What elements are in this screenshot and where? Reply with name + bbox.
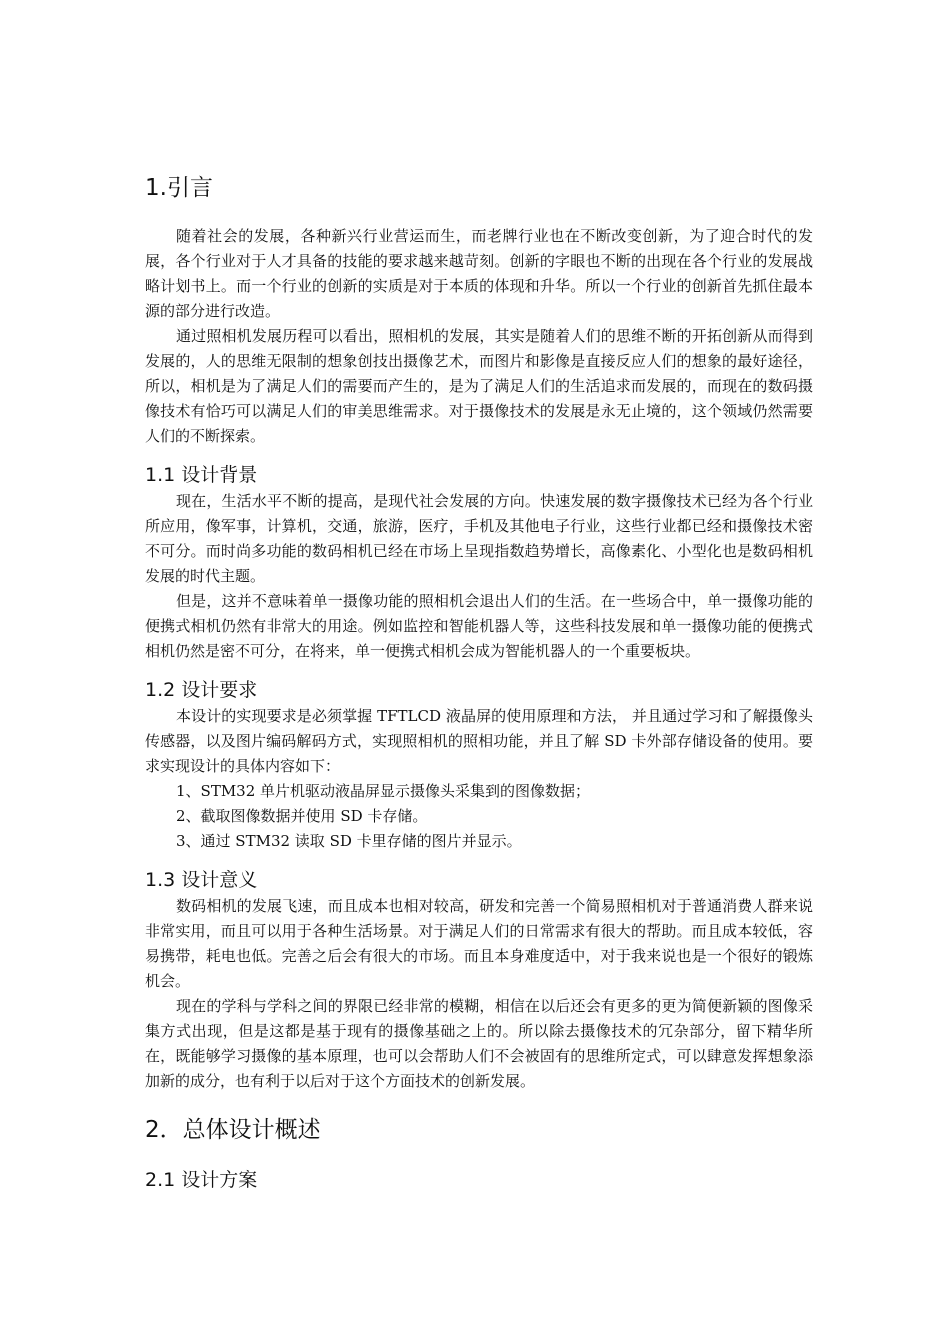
paragraph: 现在，生活水平不断的提高，是现代社会发展的方向。快速发展的数字摄像技术已经为各个行业所应用，像军事，计算机，交通，旅游，医疗，手机及其他电子行业，这些行业都已经和摄像技术密不可分。而时尚多功能的数码相机已经在市场上呈现指数趋势增长，高像素化、小型化也是数码相机发展的时代主题。 — [145, 492, 813, 585]
section-title-introduction: 1.引言 — [145, 175, 213, 201]
list-item: 1、STM32 单片机驱动液晶屏显示摄像头采集到的图像数据； — [176, 782, 591, 800]
paragraph: 本设计的实现要求是必须掌握 TFTLCD 液晶屏的使用原理和方法， 并且通过学习和了解摄像头传感器，以及图片编码解码方式，实现照相机的照相功能，并且了解 SD 卡外部存储设备的使用。要求实现设计的具体内容如下： — [145, 707, 813, 775]
section-title-design-scheme: 2.1 设计方案 — [145, 1169, 258, 1191]
paragraph: 通过照相机发展历程可以看出，照相机的发展，其实是随着人们的思维不断的开拓创新从而得到发展的，人的思维无限制的想象创技出摄像艺术，而图片和影像是直接反应人们的想象的最好途径，所以，相机是为了满足人们的需要而产生的，是为了满足人们的生活追求而发展的，而现在的数码摄像技术有恰巧可以满足人们的审美思维需求。对于摄像技术的发展是永无止境的，这个领域仍然需要人们的不断探索。 — [145, 327, 813, 445]
section-title-overall-design: 2．总体设计概述 — [145, 1117, 321, 1143]
paragraph: 数码相机的发展飞速，而且成本也相对较高，研发和完善一个简易照相机对于普通消费人群来说非常实用，而且可以用于各种生活场景。对于满足人们的日常需求有很大的帮助。而且成本较低，容易携带，耗电也低。完善之后会有很大的市场。而且本身难度适中，对于我来说也是一个很好的锻炼机会。 — [145, 897, 813, 990]
paragraph: 随着社会的发展，各种新兴行业营运而生，而老牌行业也在不断改变创新，为了迎合时代的发展，各个行业对于人才具备的技能的要求越来越苛刻。创新的字眼也不断的出现在各个行业的发展战略计划书上。而一个行业的创新的实质是对于本质的体现和升华。所以一个行业的创新首先抓住最本源的部分进行改造。 — [145, 227, 813, 320]
section-title-design-significance: 1.3 设计意义 — [145, 869, 258, 891]
section-title-design-requirements: 1.2 设计要求 — [145, 679, 258, 701]
paragraph: 现在的学科与学科之间的界限已经非常的模糊，相信在以后还会有更多的更为简便新颖的图像采集方式出现，但是这都是基于现有的摄像基础之上的。所以除去摄像技术的冗杂部分，留下精华所在，既能够学习摄像的基本原理，也可以会帮助人们不会被固有的思维所定式，可以肆意发挥想象添加新的成分，也有利于以后对于这个方面技术的创新发展。 — [145, 997, 813, 1090]
list-item: 2、截取图像数据并使用 SD 卡存储。 — [176, 807, 428, 825]
paragraph: 但是，这并不意味着单一摄像功能的照相机会退出人们的生活。在一些场合中，单一摄像功能的便携式相机仍然有非常大的用途。例如监控和智能机器人等，这些科技发展和单一摄像功能的便携式相机仍然是密不可分，在将来，单一便携式相机会成为智能机器人的一个重要板块。 — [145, 592, 813, 660]
list-item: 3、通过 STM32 读取 SD 卡里存储的图片并显示。 — [176, 832, 522, 850]
section-title-design-background: 1.1 设计背景 — [145, 464, 258, 486]
document-body — [145, 172, 813, 1194]
